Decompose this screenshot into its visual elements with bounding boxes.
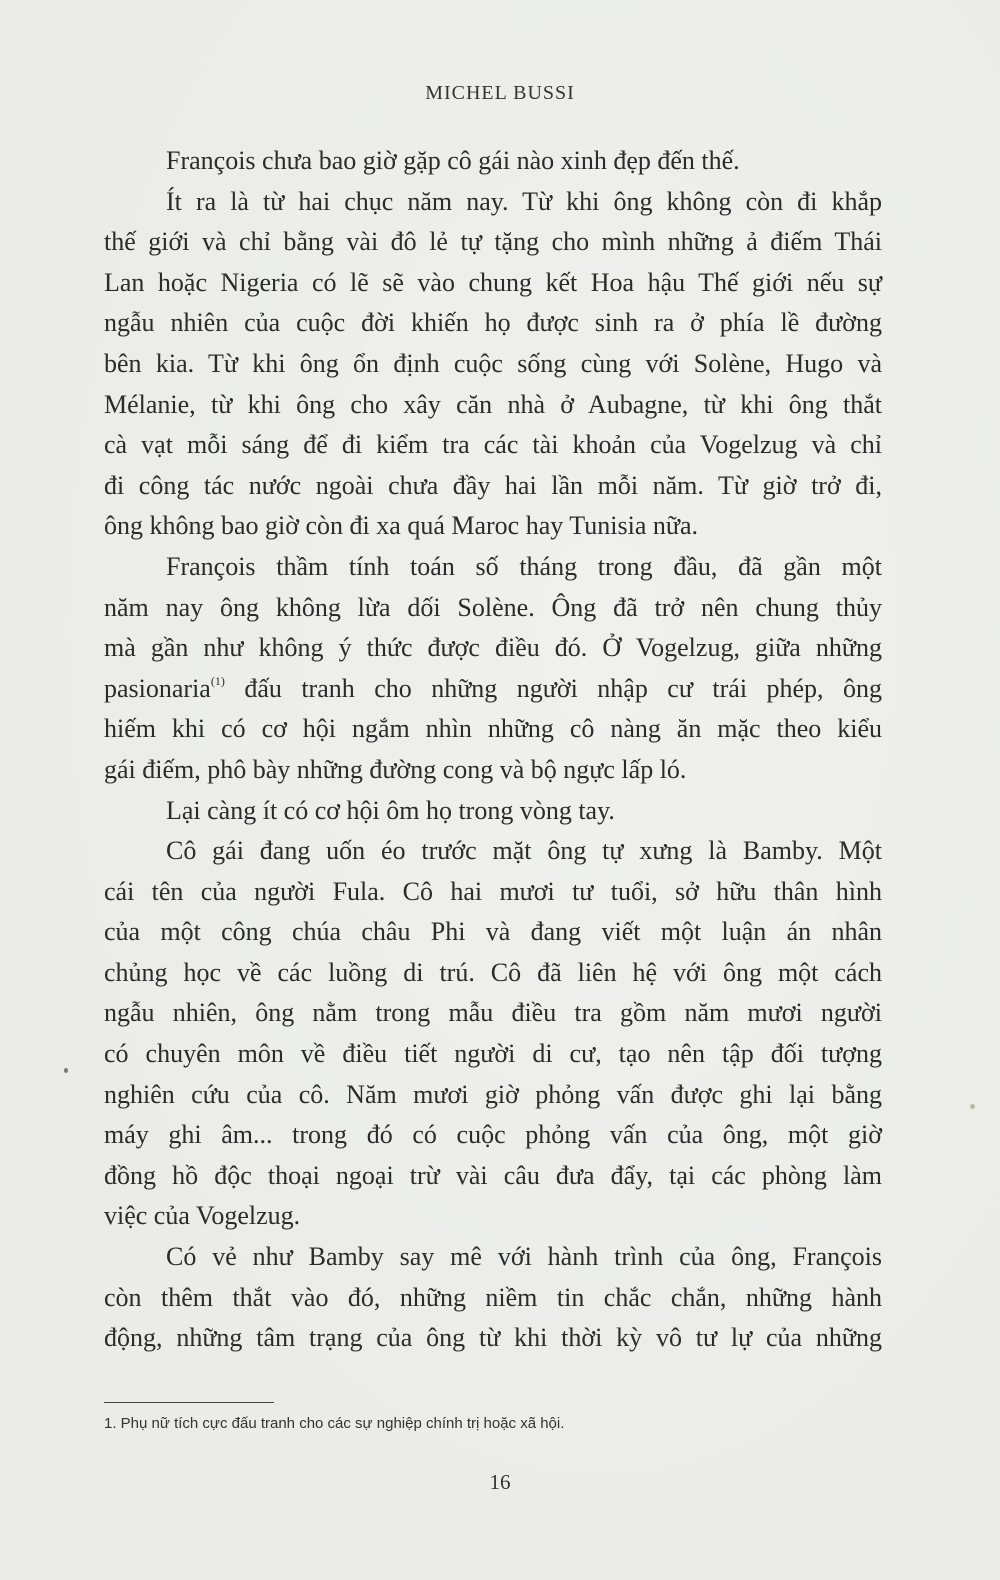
text-line: việc của Vogelzug. [104, 1201, 301, 1231]
text-line: ngẫu nhiên của cuộc đời khiến họ được sinh ra ở phía lề đường [104, 308, 882, 338]
text-line: máy ghi âm... trong đó có cuộc phỏng vấn của ông, một giờ [104, 1120, 882, 1150]
text-line: gái điếm, phô bày những đường cong và bộ ngực lấp ló. [104, 754, 687, 784]
text-line: có chuyên môn về điều tiết người di cư, tạo nên tập đối tượng [104, 1039, 882, 1069]
text-line: Ít ra là từ hai chục năm nay. Từ khi ông không còn đi khắp [166, 186, 882, 216]
footnote-term: pasionaria [104, 673, 211, 703]
text-line: Lại càng ít có cơ hội ôm họ trong vòng tay. [166, 795, 615, 825]
paper-speck [970, 1104, 975, 1109]
running-head: MICHEL BUSSI [425, 82, 575, 104]
body-text [104, 141, 882, 1359]
text-line: năm nay ông không lừa dối Solène. Ông đã trở nên chung thủy [104, 592, 882, 622]
text-line: Lan hoặc Nigeria có lẽ sẽ vào chung kết Hoa hậu Thế giới nếu sự [104, 267, 882, 297]
text-line: cà vạt mỗi sáng để đi kiểm tra các tài khoản của Vogelzug và chỉ [104, 430, 882, 460]
text-line: bên kia. Từ khi ông ổn định cuộc sống cùng với Solène, Hugo và [104, 348, 882, 378]
text-line: thế giới và chỉ bằng vài đô lẻ tự tặng cho mình những ả điếm Thái [104, 227, 882, 257]
footnote: 1. Phụ nữ tích cực đấu tranh cho các sự nghiệp chính trị hoặc xã hội. [104, 1415, 565, 1432]
paper-speck [64, 1068, 68, 1073]
text-line-with-footnote [104, 669, 882, 710]
text-line: mà gần như không ý thức được điều đó. Ở Vogelzug, giữa những [104, 633, 882, 663]
text-line: hiếm khi có cơ hội ngắm nhìn những cô nàng ăn mặc theo kiểu [104, 714, 882, 744]
text-line: chủng học về các luồng di trú. Cô đã liên hệ với ông một cách [104, 957, 882, 987]
text-line: động, những tâm trạng của ông từ khi thời kỳ vô tư lự của những [104, 1323, 882, 1353]
text-line: còn thêm thắt vào đó, những niềm tin chắc chắn, những hành [104, 1282, 882, 1312]
text-line: cái tên của người Fula. Cô hai mươi tư tuổi, sở hữu thân hình [104, 876, 882, 906]
text-line: François chưa bao giờ gặp cô gái nào xinh đẹp đến thế. [166, 146, 740, 175]
page-number: 16 [489, 1470, 511, 1494]
text-line: Có vẻ như Bamby say mê với hành trình của ông, François [166, 1242, 882, 1272]
text-line: của một công chúa châu Phi và đang viết một luận án nhân [104, 917, 882, 947]
text-line: ông không bao giờ còn đi xa quá Maroc hay Tunisia nữa. [104, 511, 698, 541]
text-line: ngẫu nhiên, ông nằm trong mẫu điều tra gồm năm mươi người [104, 998, 882, 1028]
text-line: François thầm tính toán số tháng trong đầu, đã gần một [166, 551, 882, 581]
text-line: đồng hồ độc thoại ngoại trừ vài câu đưa đẩy, tại các phòng làm [104, 1160, 882, 1190]
footnote-reference[interactable]: (1) [210, 673, 225, 688]
text-line: đi công tác nước ngoài chưa đầy hai lần mỗi năm. Từ giờ trở đi, [104, 470, 882, 500]
text-line: Cô gái đang uốn éo trước mặt ông tự xưng là Bamby. Một [166, 836, 882, 866]
text-line: nghiên cứu của cô. Năm mươi giờ phỏng vấn được ghi lại bằng [104, 1079, 882, 1109]
footnote-divider [104, 1402, 274, 1403]
text-line: Mélanie, từ khi ông cho xây căn nhà ở Aubagne, từ khi ông thắt [104, 389, 882, 419]
footnote-line-rest: đấu tranh cho những người nhập cư trái phép, ông [244, 673, 883, 703]
